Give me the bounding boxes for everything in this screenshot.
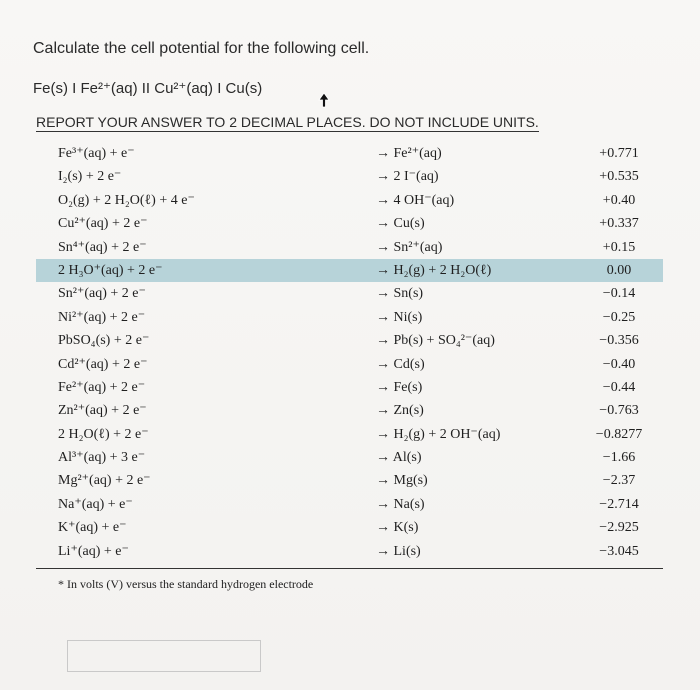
half-reaction-products: → Mg(s) (376, 473, 428, 489)
cell-notation: Fe(s) I Fe²⁺(aq) II Cu²⁺(aq) I Cu(s) (33, 80, 263, 97)
table-row (36, 399, 663, 422)
half-reaction-reactants: Zn²⁺(aq) + 2 e⁻ (58, 403, 147, 419)
half-reaction-reactants: Al³⁺(aq) + 3 e⁻ (58, 450, 146, 466)
standard-potential: −3.045 (599, 543, 639, 559)
table-row (36, 306, 663, 329)
table-row (36, 493, 663, 516)
half-reaction-reactants: Cd²⁺(aq) + 2 e⁻ (58, 356, 148, 372)
standard-potential: +0.40 (602, 192, 636, 208)
standard-potential: −0.8277 (595, 426, 643, 442)
standard-potential: −2.37 (602, 473, 636, 489)
table-row (36, 282, 663, 305)
table-bottom-rule (36, 568, 663, 569)
answer-input[interactable] (67, 640, 261, 672)
half-reaction-reactants: Fe³⁺(aq) + e⁻ (58, 146, 135, 161)
standard-potential: −2.925 (599, 520, 639, 536)
table-row (36, 353, 663, 376)
half-reaction-products: → 2 I⁻(aq) (376, 169, 439, 185)
half-reaction-products: → Pb(s) + SO₄²⁻(aq) (376, 333, 495, 349)
half-reaction-products: → Al(s) (376, 450, 422, 466)
instructions: REPORT YOUR ANSWER TO 2 DECIMAL PLACES. DO NOT INCLUDE UNITS. (36, 114, 539, 130)
half-reaction-products: → H₂(g) + 2 H₂O(ℓ) (376, 262, 492, 278)
standard-potential: −0.763 (599, 403, 639, 419)
standard-potential: +0.15 (602, 239, 636, 255)
standard-potential: −0.14 (602, 286, 636, 302)
half-reaction-products: → Na(s) (376, 496, 425, 512)
reduction-potential-table (36, 142, 663, 563)
half-reaction-reactants: Li⁺(aq) + e⁻ (58, 543, 129, 559)
standard-potential: −2.714 (599, 496, 639, 512)
table-row (36, 259, 663, 282)
standard-potential: −0.40 (602, 356, 636, 372)
standard-potential: +0.337 (599, 216, 639, 232)
half-reaction-reactants: Mg²⁺(aq) + 2 e⁻ (58, 473, 151, 489)
half-reaction-reactants: K⁺(aq) + e⁻ (58, 520, 127, 536)
half-reaction-products: → K(s) (376, 520, 419, 536)
half-reaction-products: → Cu(s) (376, 216, 425, 232)
half-reaction-products: → Sn²⁺(aq) (376, 239, 443, 255)
half-reaction-reactants: PbSO₄(s) + 2 e⁻ (58, 333, 150, 349)
half-reaction-products: → Fe²⁺(aq) (376, 146, 442, 161)
standard-potential: 0.00 (606, 262, 632, 278)
table-footnote: * In volts (V) versus the standard hydrogen electrode (58, 577, 314, 591)
half-reaction-reactants: Ni²⁺(aq) + 2 e⁻ (58, 309, 146, 325)
half-reaction-reactants: I₂(s) + 2 e⁻ (58, 169, 122, 185)
standard-potential: −0.25 (602, 309, 636, 325)
standard-potential: +0.535 (599, 169, 639, 185)
table-row (36, 212, 663, 235)
standard-potential: +0.771 (599, 146, 639, 161)
table-row (36, 329, 663, 352)
table-row (36, 469, 663, 492)
half-reaction-products: → Cd(s) (376, 356, 425, 372)
table-row (36, 189, 663, 212)
half-reaction-reactants: O₂(g) + 2 H₂O(ℓ) + 4 e⁻ (58, 192, 195, 208)
table-row (36, 540, 663, 563)
half-reaction-products: → Li(s) (376, 543, 421, 559)
table-row (36, 142, 663, 165)
half-reaction-reactants: Cu²⁺(aq) + 2 e⁻ (58, 216, 148, 232)
half-reaction-reactants: 2 H₂O(ℓ) + 2 e⁻ (58, 426, 149, 442)
standard-potential: −1.66 (602, 450, 636, 466)
half-reaction-products: → Fe(s) (376, 379, 423, 395)
half-reaction-reactants: Na⁺(aq) + e⁻ (58, 496, 133, 512)
question-text: Calculate the cell potential for the following cell. (33, 40, 370, 57)
half-reaction-products: → 4 OH⁻(aq) (376, 192, 455, 208)
half-reaction-reactants: Sn⁴⁺(aq) + 2 e⁻ (58, 239, 147, 255)
mouse-cursor-icon (318, 92, 330, 108)
half-reaction-products: → H₂(g) + 2 OH⁻(aq) (376, 426, 501, 442)
table-row (36, 165, 663, 188)
table-row (36, 423, 663, 446)
half-reaction-products: → Ni(s) (376, 309, 423, 325)
standard-potential: −0.356 (599, 333, 639, 349)
table-row (36, 446, 663, 469)
standard-potential: −0.44 (602, 379, 636, 395)
table-row (36, 376, 663, 399)
half-reaction-products: → Sn(s) (376, 286, 424, 302)
half-reaction-reactants: 2 H₃O⁺(aq) + 2 e⁻ (58, 262, 163, 278)
half-reaction-products: → Zn(s) (376, 403, 424, 419)
half-reaction-reactants: Sn²⁺(aq) + 2 e⁻ (58, 286, 146, 302)
table-row (36, 516, 663, 539)
table-row (36, 236, 663, 259)
half-reaction-reactants: Fe²⁺(aq) + 2 e⁻ (58, 379, 146, 395)
